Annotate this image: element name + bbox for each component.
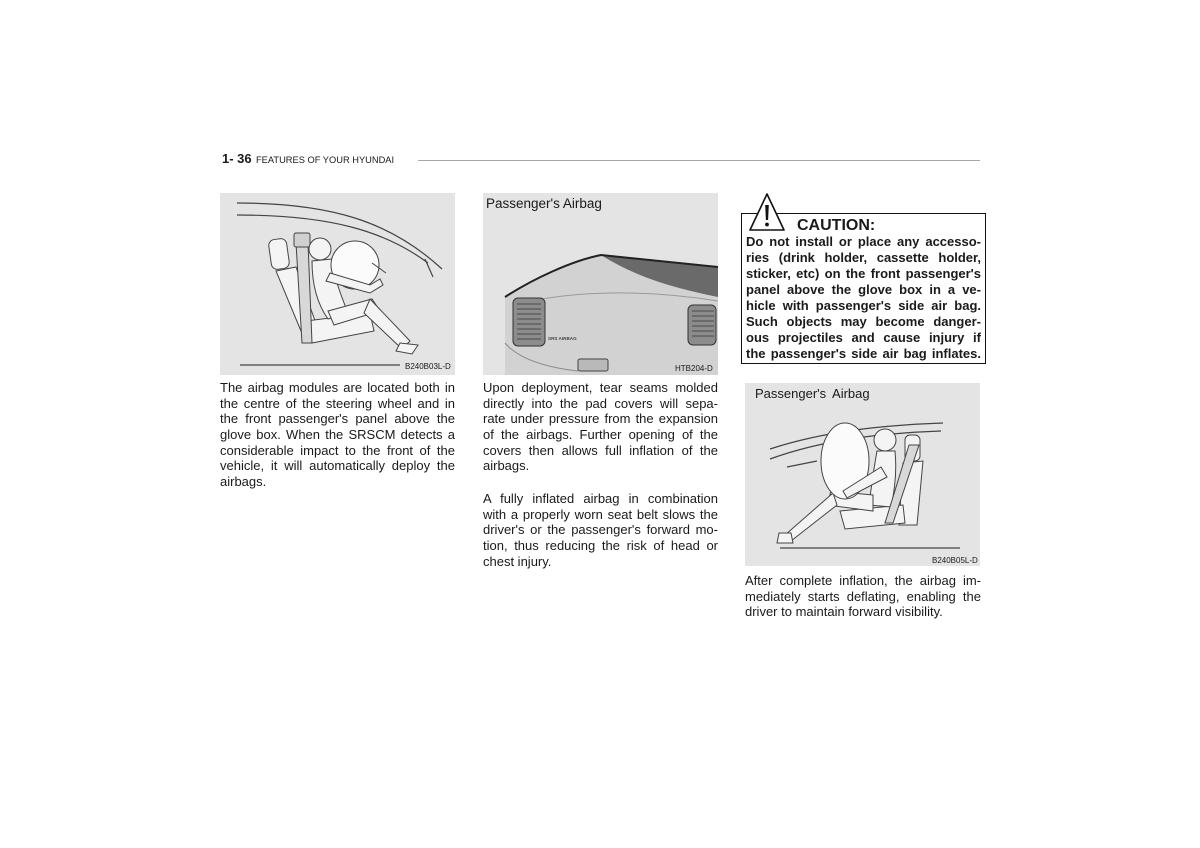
text-line: airbags. (220, 474, 267, 490)
section-title: FEATURES OF YOUR HYUNDAI (256, 155, 395, 165)
dashboard-line (787, 461, 817, 467)
caution-box (741, 213, 986, 364)
text-line: glove box. When the SRSCM detects a (220, 427, 455, 443)
paragraph-airbag-location (220, 380, 455, 490)
text-line: mediately starts deflating, enabling the (745, 588, 981, 604)
passenger-dashboard-illustration (483, 193, 718, 375)
text-line: airbags. (483, 458, 530, 474)
text-line: After complete inflation, the airbag im- (745, 573, 981, 588)
caution-line: panel above the glove box in a ve- (746, 282, 981, 297)
text-line: driver to maintain forward visibility. (745, 604, 943, 620)
caution-line: hicle with passenger's side air bag. (746, 298, 981, 313)
text-line: considerable impact to the front of the (220, 442, 455, 458)
figure-passenger-dashboard (483, 193, 718, 375)
figure-label: Passenger's Airbag (755, 386, 870, 401)
text-line: of the airbags. Further opening of the (483, 427, 718, 443)
figure-driver-airbag (220, 193, 455, 375)
left-air-vent (513, 298, 545, 346)
occupant-head (309, 238, 331, 260)
header-rule (418, 160, 980, 161)
passenger-airbag-illustration (745, 383, 980, 566)
caution-line: ries (drink holder, cassette holder, (746, 250, 981, 265)
belt-retractor (294, 233, 310, 247)
caution-line: Do not install or place any accesso- (746, 234, 981, 249)
headrest (268, 238, 290, 270)
figure-caption-code: B240B05L-D (932, 556, 978, 565)
caution-line: ous projectiles and cause injury if (746, 330, 981, 345)
text-line: The airbag modules are located both in (220, 380, 455, 395)
occupant-shin (785, 493, 837, 541)
caution-text (746, 234, 981, 362)
text-line: covers then allows full inflation of the (483, 442, 718, 458)
figure-label: Passenger's Airbag (486, 196, 602, 211)
figure-caption-code: B240B03L-D (405, 362, 451, 371)
right-air-vent (688, 305, 716, 345)
paragraph-deflation (745, 573, 981, 620)
paragraph-inflated-airbag (483, 491, 718, 569)
text-line: directly into the pad covers will sepa- (483, 395, 718, 411)
glove-box-slot (578, 359, 608, 371)
driver-airbag-illustration (220, 193, 455, 375)
caution-title: CAUTION: (797, 217, 876, 234)
a-pillar-line (425, 259, 433, 277)
occupant-head (874, 429, 896, 451)
occupant-foot (396, 343, 418, 354)
occupant-foot (777, 533, 793, 543)
caution-line: Such objects may become danger- (746, 314, 981, 329)
text-line: rate under pressure from the expansion (483, 411, 718, 427)
figure-passenger-airbag (745, 383, 980, 566)
dashboard-srs-airbag-marking: SRS AIRBAG (548, 336, 577, 341)
text-line: vehicle, it will automatically deploy the (220, 458, 455, 474)
page-number: 1- 36 (222, 151, 252, 166)
text-line: tion, thus reducing the risk of head or (483, 538, 718, 554)
text-line: with a properly worn seat belt slows the (483, 506, 718, 522)
text-line: driver's or the passenger's forward mo- (483, 522, 718, 538)
warning-triangle-icon (748, 192, 786, 233)
text-line: A fully inflated airbag in combination (483, 491, 718, 506)
paragraph-deployment (483, 380, 718, 474)
caution-line: the passenger's side air bag inflates. (746, 346, 981, 361)
caution-line: sticker, etc) on the front passenger's (746, 266, 981, 281)
text-line: the centre of the steering wheel and in (220, 395, 455, 411)
text-line: the front passenger's panel above the (220, 411, 455, 427)
text-line: Upon deployment, tear seams molded (483, 380, 718, 395)
text-line: chest injury. (483, 553, 552, 569)
figure-caption-code: HTB204-D (675, 364, 713, 373)
